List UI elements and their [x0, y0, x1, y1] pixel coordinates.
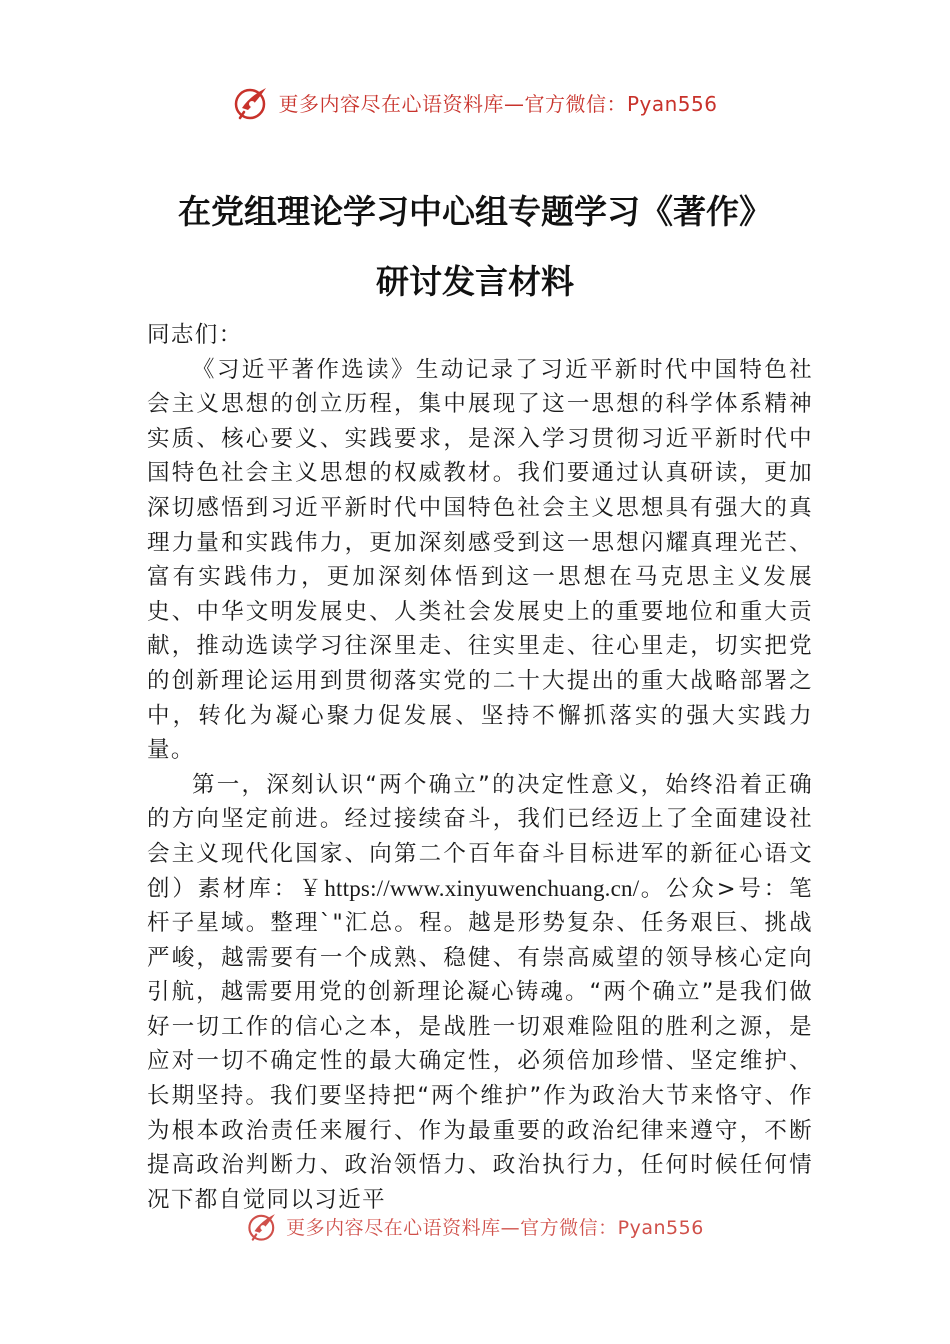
header-banner-text: 更多内容尽在心语资料库—官方微信：Pyan556 — [278, 91, 718, 116]
paragraph-first-point-part1: 第一，深刻认识“两个确立”的决定性意义，始终沿着正确的方向坚定前进。经过接续奋斗，我们已经迈上了全面建设社会主义现代化国家、向第二个百年奋斗目标进军的新征心语文创）素材库：￥ — [147, 771, 813, 902]
document-body — [147, 318, 813, 1217]
paragraph-first-point-part2: 。公众>号：笔杆子星域。整理`"汇总。程。越是形势复杂、任务艰巨、挑战严峻，越需要有一个成熟、稳健、有崇高威望的领导核心定向引航，越需要用党的创新理论凝心铸魂。“两个确立”是我们做好一切工作的信心之本，是战胜一切艰难险阻的胜利之源，是应对一切不确定性的最大确定性，必须倍加珍惜、坚定维护、长期坚持。我们要坚持把“两个维护”作为政治大节来恪守、作为根本政治责任来履行、作为最重要的政治纪律来遵守，不断提高政治判断力、政治领悟力、政治执行力，任何时候任何情况下都自觉同以习近平 — [147, 875, 813, 1213]
website-url-link[interactable]: https://www.xinyuwenchuang.cn/ — [324, 875, 640, 901]
scroll-quill-logo-icon — [232, 82, 272, 122]
paragraph-first-point — [147, 768, 813, 1218]
header-banner — [0, 82, 950, 122]
paragraph-intro: 《习近平著作选读》生动记录了习近平新时代中国特色社会主义思想的创立历程，集中展现了这一思想的科学体系精神实质、核心要义、实践要求，是深入学习贯彻习近平新时代中国特色社会主义思想的权威教材。我们要通过认真研读，更加深切感悟到习近平新时代中国特色社会主义思想具有强大的真理力量和实践伟力，更加深刻感受到这一思想闪耀真理光芒、富有实践伟力，更加深刻体悟到这一思想在马克思主义发展史、中华文明发展史、人类社会发展史上的重要地位和重大贡献，推动选读学习往深里走、往实里走、往心里走，切实把党的创新理论运用到贯彻落实党的二十大提出的重大战略部署之中，转化为凝心聚力促发展、坚持不懈抓落实的强大实践力量。 — [147, 356, 813, 764]
footer-banner-text: 更多内容尽在心语资料库—官方微信：Pyan556 — [286, 1216, 704, 1239]
document-title-line2: 研讨发言材料 — [376, 262, 574, 301]
salutation: 同志们： — [147, 322, 243, 348]
footer-banner — [0, 1208, 950, 1244]
document-title-line1: 在党组理论学习中心组专题学习《著作》 — [178, 192, 772, 231]
scroll-quill-logo-icon — [246, 1209, 280, 1243]
